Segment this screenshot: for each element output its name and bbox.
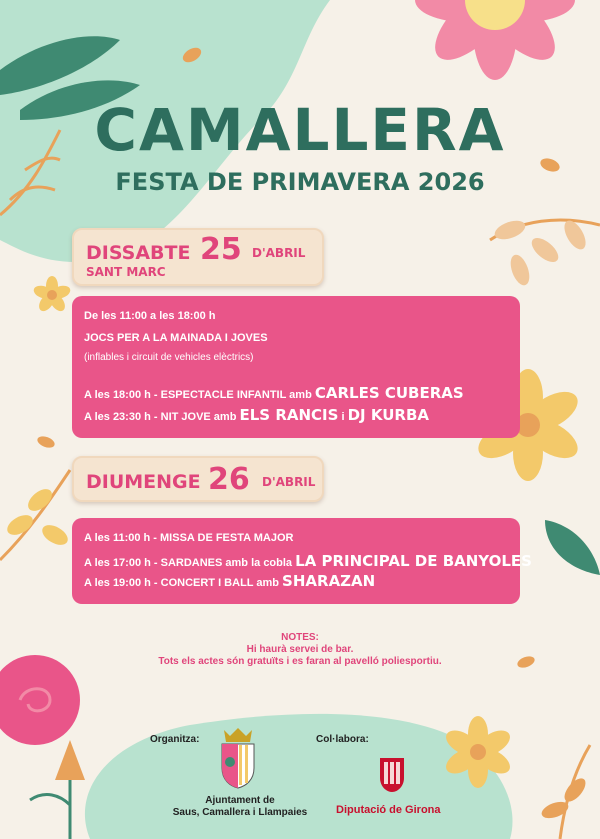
organitza-label: Organitza: (150, 734, 200, 745)
day2-event-2-artist: LA PRINCIPAL DE BANYOLES (295, 552, 532, 570)
day1-event-3 (84, 406, 429, 424)
day1-event-2-text: A les 18:00 h - ESPECTACLE INFANTIL amb (84, 389, 315, 401)
notes-heading: NOTES: (281, 632, 319, 643)
day1-event-2-artist: CARLES CUBERAS (314, 384, 464, 402)
day1-weekday: DISSABTE (86, 242, 191, 264)
day1-event-2 (84, 384, 464, 402)
day2-number: 26 (208, 462, 250, 497)
day2-event-3 (84, 572, 375, 590)
notes-line-2: Tots els actes són gratuïts i es faran al pavelló poliesportiu. (158, 656, 442, 667)
organitza-name (150, 795, 330, 819)
ajuntament-coat-of-arms-icon (218, 726, 258, 790)
diputacio-girona-emblem-icon (374, 754, 410, 794)
day1-header (72, 228, 324, 286)
day2-weekday: DIUMENGE (86, 471, 201, 493)
day1-saint: SANT MARC (86, 265, 166, 279)
day1-month: D'ABRIL (252, 246, 306, 260)
collabora-label: Col·labora: (316, 734, 369, 745)
notes (0, 632, 600, 668)
day1-number: 25 (200, 232, 242, 267)
day1-event-3-artist-1: ELS RANCIS (239, 406, 339, 424)
day2-month: D'ABRIL (262, 475, 316, 489)
day1-event-3-text: A les 23:30 h - NIT JOVE amb (84, 411, 240, 423)
day2-event-1: A les 11:00 h - MISSA DE FESTA MAJOR (84, 532, 294, 544)
collabora-name: Diputació de Girona (336, 804, 441, 816)
day2-event-2 (84, 552, 532, 570)
page-title: CAMALLERA (94, 96, 506, 164)
day1-event-time-1: De les 11:00 a les 18:00 h (84, 310, 216, 322)
day1-events (72, 296, 520, 438)
day2-header (72, 456, 324, 502)
day2-events (72, 518, 532, 604)
day2-event-3-text: A les 19:00 h - CONCERT I BALL amb (84, 577, 283, 589)
notes-line-1: Hi haurà servei de bar. (246, 644, 354, 655)
day2-event-3-artist: SHARAZAN (282, 572, 376, 590)
page-subtitle: FESTA DE PRIMAVERA 2026 (115, 168, 485, 196)
day1-event-3-artist-2: DJ KURBA (347, 406, 429, 424)
day1-event-3-sep: i (338, 411, 348, 423)
day1-event-1-note: (inflables i circuit de vehicles elèctrics) (84, 352, 254, 363)
day2-event-2-text: A les 17:00 h - SARDANES amb la cobla (84, 557, 296, 569)
organitza-name-line-2: Saus, Camallera i Llampaies (172, 807, 308, 818)
day1-event-1: JOCS PER A LA MAINADA I JOVES (84, 332, 268, 344)
organitza-name-line-1: Ajuntament de (205, 795, 275, 806)
